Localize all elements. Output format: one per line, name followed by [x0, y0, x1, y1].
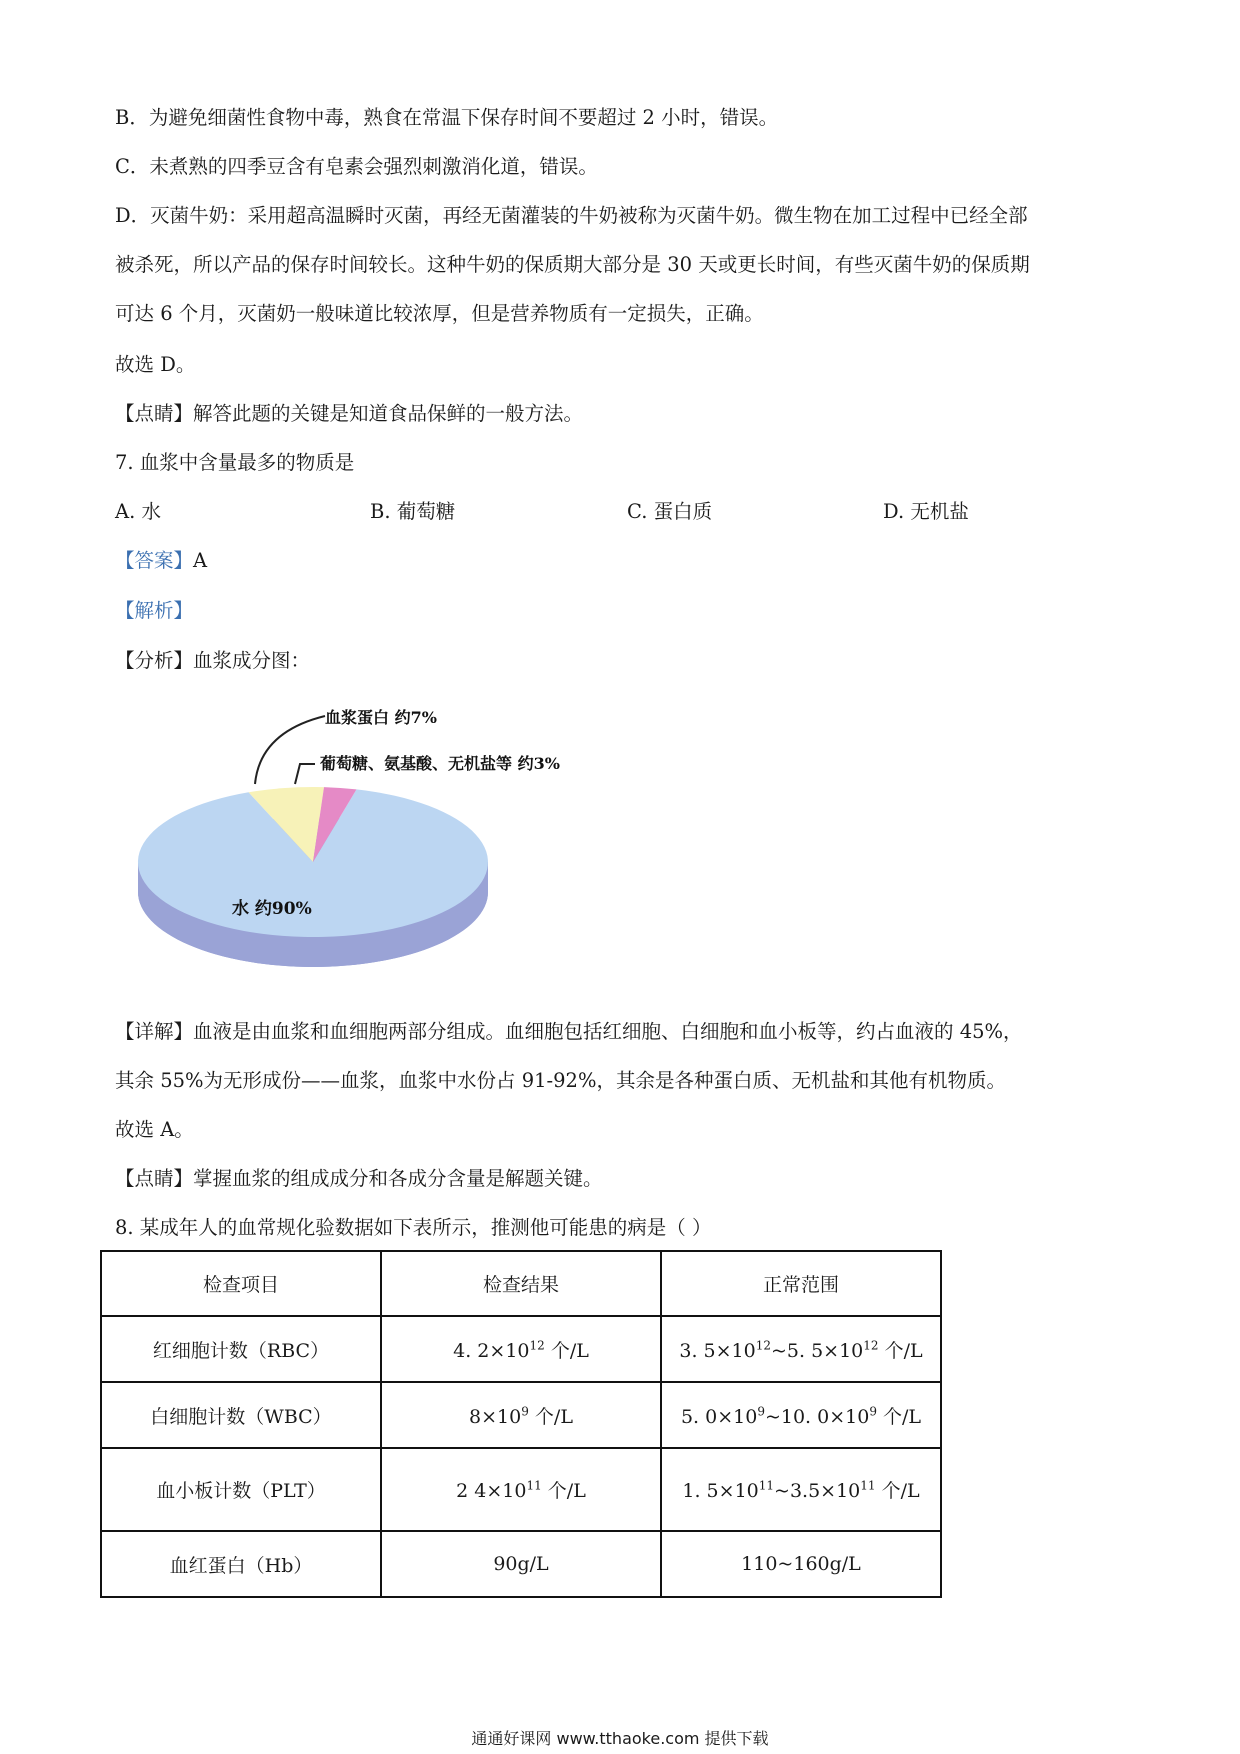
option-b: B. 葡萄糖 — [370, 500, 456, 523]
table-header: 正常范围 — [661, 1251, 941, 1316]
analysis-intro: 【分析】血浆成分图： — [115, 649, 311, 672]
analysis-label: 【解析】 — [115, 599, 194, 622]
table-cell-result: 2 $4\times 10^{11}$ 个/L — [381, 1448, 661, 1531]
text-line: 【点睛】解答此题的关键是知道食品保鲜的一般方法。 — [115, 402, 584, 425]
page-footer[interactable]: 通通好课网 www.tthaoke.com 提供下载 — [471, 1729, 769, 1748]
question-8: 8. 某成年人的血常规化验数据如下表所示，推测他可能患的病是（ ） — [115, 1216, 712, 1239]
table-row — [101, 1316, 941, 1382]
table-row — [101, 1448, 941, 1531]
leader-line-other — [295, 764, 315, 784]
text-line: 【详解】血液是由血浆和血细胞两部分组成。血细胞包括红细胞、白细胞和血小板等，约占血液的 45%， — [115, 1020, 1023, 1043]
text-line: 被杀死，所以产品的保存时间较长。这种牛奶的保质期大部分是 30 天或更长时间，有些灭菌牛奶的保质期 — [115, 253, 1030, 276]
leader-line-protein — [255, 716, 325, 784]
table-cell-item: 血小板计数（PLT） — [101, 1448, 381, 1531]
table-row — [101, 1531, 941, 1597]
text-line: C．未煮熟的四季豆含有皂素会强烈刺激消化道，错误。 — [115, 155, 598, 178]
table-row — [101, 1382, 941, 1448]
table-cell-result: 90g/L — [381, 1531, 661, 1597]
text-line: 可达 6 个月，灭菌奶一般味道比较浓厚，但是营养物质有一定损失，正确。 — [115, 302, 764, 325]
text-line: D．灭菌牛奶：采用超高温瞬时灭菌，再经无菌灌装的牛奶被称为灭菌牛奶。微生物在加工过程中已经全部 — [115, 204, 1028, 227]
text-line: 故选 A。 — [115, 1118, 194, 1141]
table-header: 检查项目 — [101, 1251, 381, 1316]
option-a: A. 水 — [115, 500, 161, 523]
table-cell-result: $8\times 10^9$ 个/L — [381, 1382, 661, 1448]
table-cell-result: 4. $2\times 10^{12}$ 个/L — [381, 1316, 661, 1382]
table-cell-range: 1. $5\times 10^{11}\sim 3.5\times 10^{11}$ 个/L — [661, 1448, 941, 1531]
answer-label: 【答案】 — [115, 549, 194, 572]
answer-line — [115, 547, 207, 575]
text-line: 【点睛】掌握血浆的组成成分和各成分含量是解题关键。 — [115, 1167, 603, 1190]
table-cell-item: 红细胞计数（RBC） — [101, 1316, 381, 1382]
table-cell-range: 5. $0\times 10^9\sim 10$. $0\times 10^9$ 个/L — [661, 1382, 941, 1448]
label-other: 葡萄糖、氨基酸、无机盐等 约3% — [320, 754, 560, 773]
table-cell-range: 110~160g/L — [661, 1531, 941, 1597]
label-protein: 血浆蛋白 约7% — [325, 708, 437, 727]
plasma-pie-chart — [120, 692, 640, 1004]
table-header: 检查结果 — [381, 1251, 661, 1316]
answer-value: A — [193, 549, 208, 572]
text-line: B．为避免细菌性食物中毒，熟食在常温下保存时间不要超过 2 小时，错误。 — [115, 106, 779, 129]
option-d: D. 无机盐 — [883, 500, 969, 523]
option-c: C. 蛋白质 — [627, 500, 713, 523]
question-7: 7. 血浆中含量最多的物质是 — [115, 451, 355, 474]
table-header-row — [101, 1251, 941, 1316]
table-cell-item: 白细胞计数（WBC） — [101, 1382, 381, 1448]
table-cell-range: 3. $5\times 10^{12}\sim 5$. $5\times 10^{12}$ 个/L — [661, 1316, 941, 1382]
label-water: 水 约90% — [232, 899, 312, 919]
text-line: 其余 55%为无形成份——血浆，血浆中水份占 91-92%，其余是各种蛋白质、无机盐和其他有机物质。 — [115, 1069, 1006, 1092]
table-cell-item: 血红蛋白（Hb） — [101, 1531, 381, 1597]
text-line: 故选 D。 — [115, 353, 196, 376]
blood-test-table — [100, 1250, 942, 1598]
